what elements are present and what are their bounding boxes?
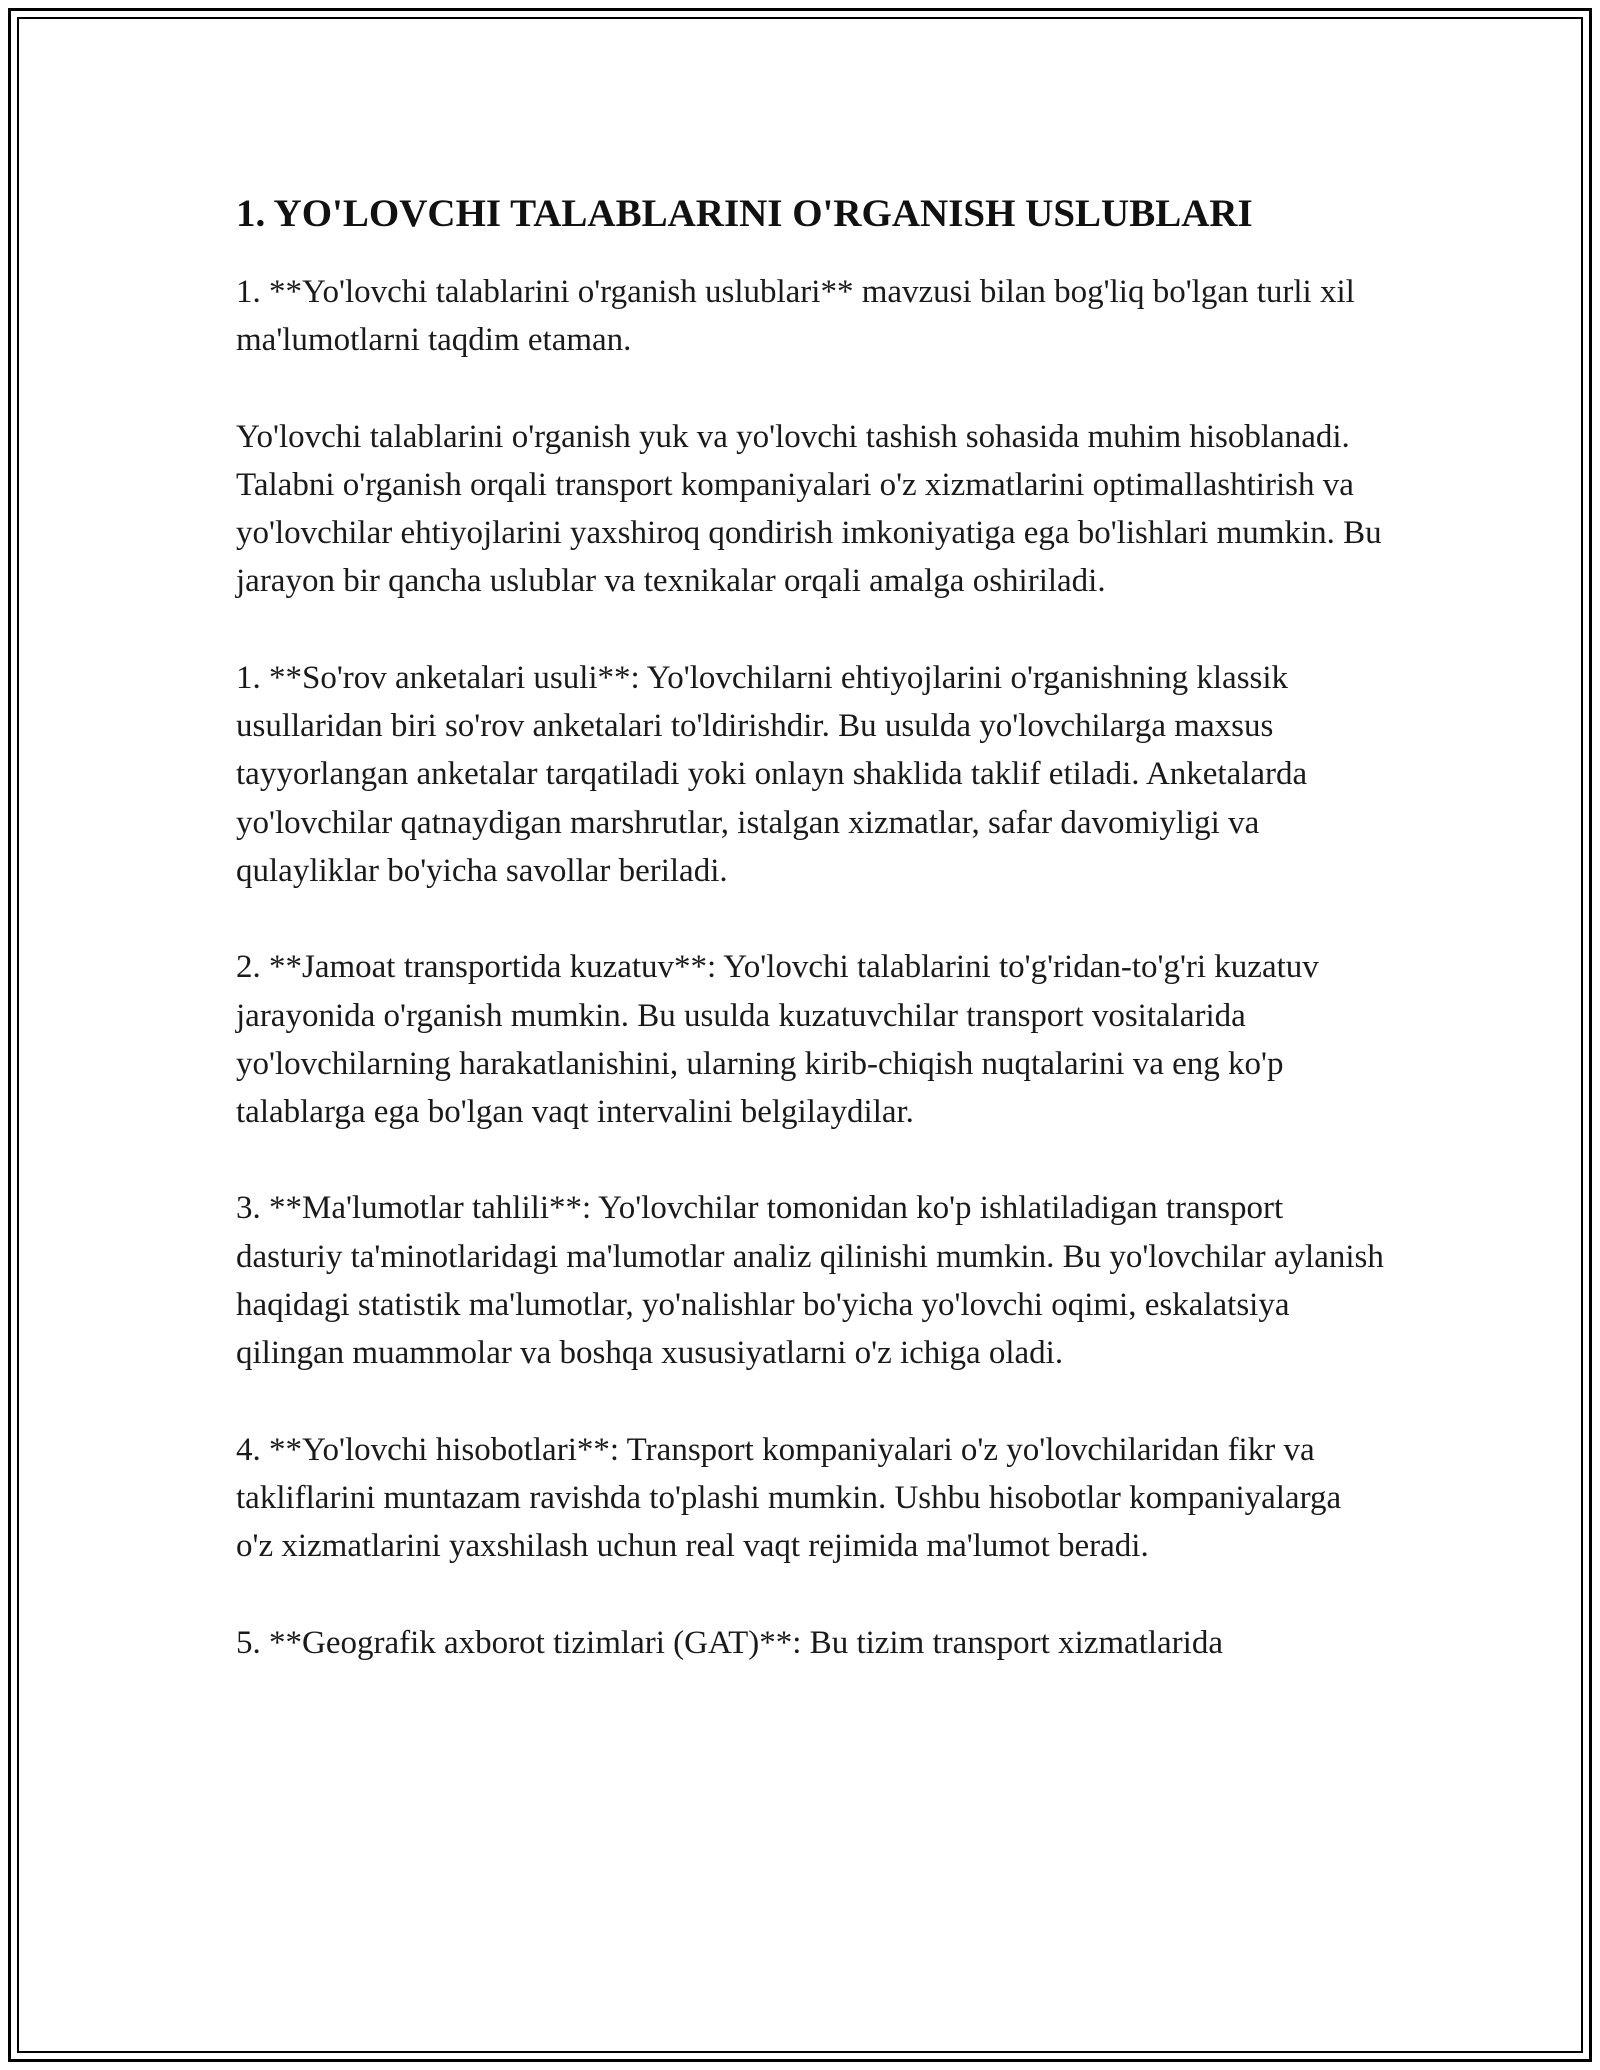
- paragraph-method-gis: 5. **Geografik axborot tizimlari (GAT)**: Bu tizim transport xizmatlarida: [236, 1624, 1223, 1661]
- paragraph-intro: 1. **Yo'lovchi talablarini o'rganish uslublari** mavzusi bilan bog'liq bo'lgan turli xil ma'lumotlarni taqdim etaman.: [236, 274, 1355, 359]
- paragraph-method-survey: 1. **So'rov anketalari usuli**: Yo'lovchilarni ehtiyojlarini o'rganishning klassik usullaridan biri so'rov anketalari to'ldirishdir. Bu usulda yo'lovchilarga maxsus tayyorlangan anketalar tarqatiladi yoki onlayn shaklida taklif etiladi. Anketalarda yo'lovchilar qatnaydigan marshrutlar, istalgan xizmatlar, safar davomiyligi va qulayliklar bo'yicha savollar beriladi.: [236, 659, 1308, 889]
- paragraph-method-data-analysis: 3. **Ma'lumotlar tahlili**: Yo'lovchilar tomonidan ko'p ishlatiladigan transport dasturiy ta'minotlaridagi ma'lumotlar analiz qilinishi mumkin. Bu yo'lovchilar aylanish haqidagi statistik ma'lumotlar, yo'nalishlar bo'yicha yo'lovchi oqimi, eskalatsiya qilingan muammolar va boshqa xususiyatlarni o'z ichiga oladi.: [236, 1190, 1384, 1372]
- document-body: [236, 188, 1386, 1715]
- paragraph-method-observation: 2. **Jamoat transportida kuzatuv**: Yo'lovchi talablarini to'g'ridan-to'g'ri kuzatuv jarayonida o'rganish mumkin. Bu usulda kuzatuvchilar transport vositalarida yo'lovchilarning harakatlanishini, ularning kirib-chiqish nuqtalarini va eng ko'p talablarga ega bo'lgan vaqt intervalini belgilaydilar.: [236, 949, 1319, 1131]
- document-title: 1. YO'LOVCHI TALABLARINI O'RGANISH USLUBLARI: [236, 192, 1253, 235]
- paragraph-method-reports: 4. **Yo'lovchi hisobotlari**: Transport kompaniyalari o'z yo'lovchilaridan fikr va takliflarini muntazam ravishda to'plashi mumkin. Ushbu hisobotlar kompaniyalarga o'z xizmatlarini yaxshilash uchun real vaqt rejimida ma'lumot beradi.: [236, 1431, 1342, 1565]
- paragraph-overview: Yo'lovchi talablarini o'rganish yuk va yo'lovchi tashish sohasida muhim hisoblanadi. Talabni o'rganish orqali transport kompaniyalari o'z xizmatlarini optimallashtirish va yo'lovchilar ehtiyojlarini yaxshiroq qondirish imkoniyatiga ega bo'lishlari mumkin. Bu jarayon bir qancha uslublar va texnikalar orqali amalga oshiriladi.: [236, 418, 1382, 600]
